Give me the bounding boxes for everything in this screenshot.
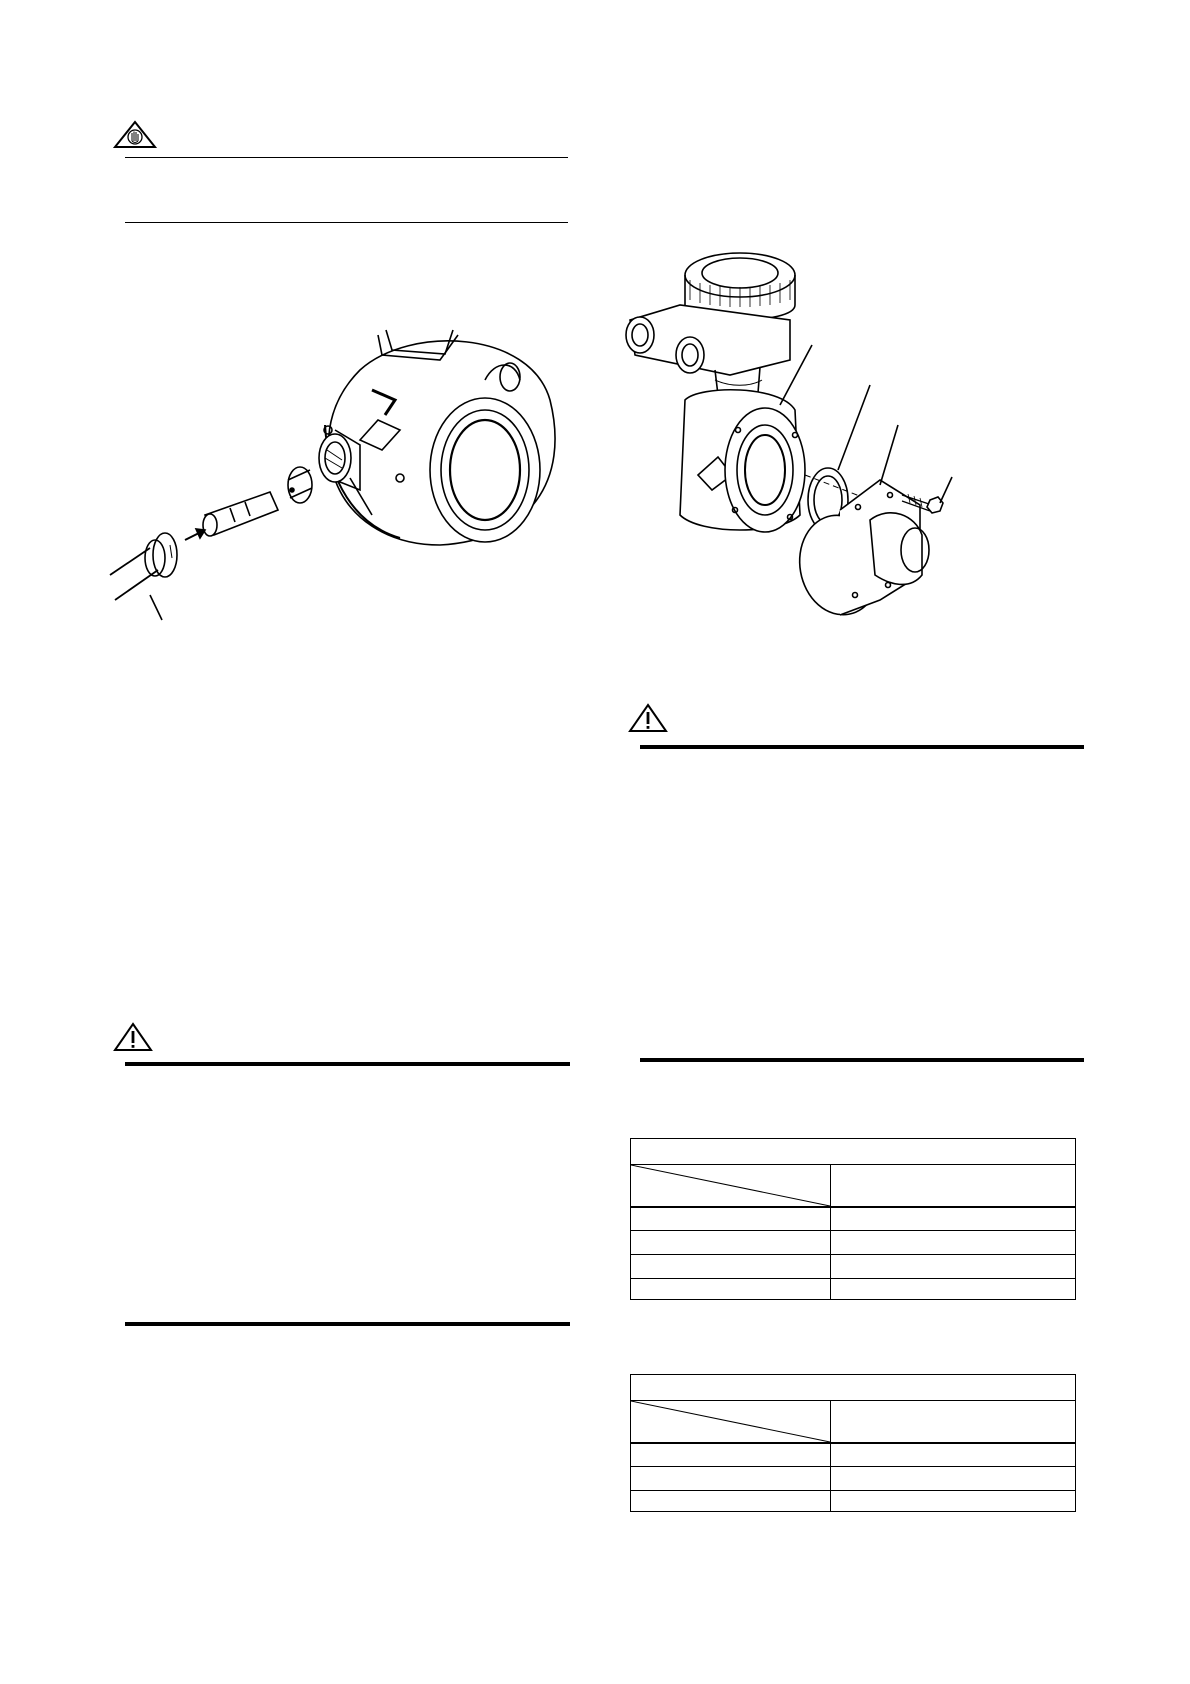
table-header-diagonal xyxy=(631,1401,831,1443)
table-row xyxy=(631,1490,1075,1491)
table-row xyxy=(631,1466,1075,1467)
warning-icon-left xyxy=(113,1022,153,1052)
cable-entry-figure xyxy=(110,330,570,700)
torque-table-2 xyxy=(630,1374,1076,1512)
warning-right-bottom-rule xyxy=(640,1058,1084,1062)
flowmeter-flange-figure xyxy=(640,245,1000,625)
warning-icon-right xyxy=(628,703,668,733)
torque-table-1 xyxy=(630,1138,1076,1300)
warning-left-bottom-rule xyxy=(125,1322,570,1326)
table-row xyxy=(631,1230,1075,1231)
important-notice xyxy=(113,120,568,225)
table-row xyxy=(631,1278,1075,1279)
table-header-diagonal xyxy=(631,1165,831,1207)
warning-right-top-rule xyxy=(640,745,1084,749)
warning-left-top-rule xyxy=(125,1062,570,1066)
table-row xyxy=(631,1254,1075,1255)
hand-caution-icon xyxy=(113,120,157,148)
notice-bottom-rule xyxy=(125,222,568,223)
notice-top-rule xyxy=(125,157,568,158)
